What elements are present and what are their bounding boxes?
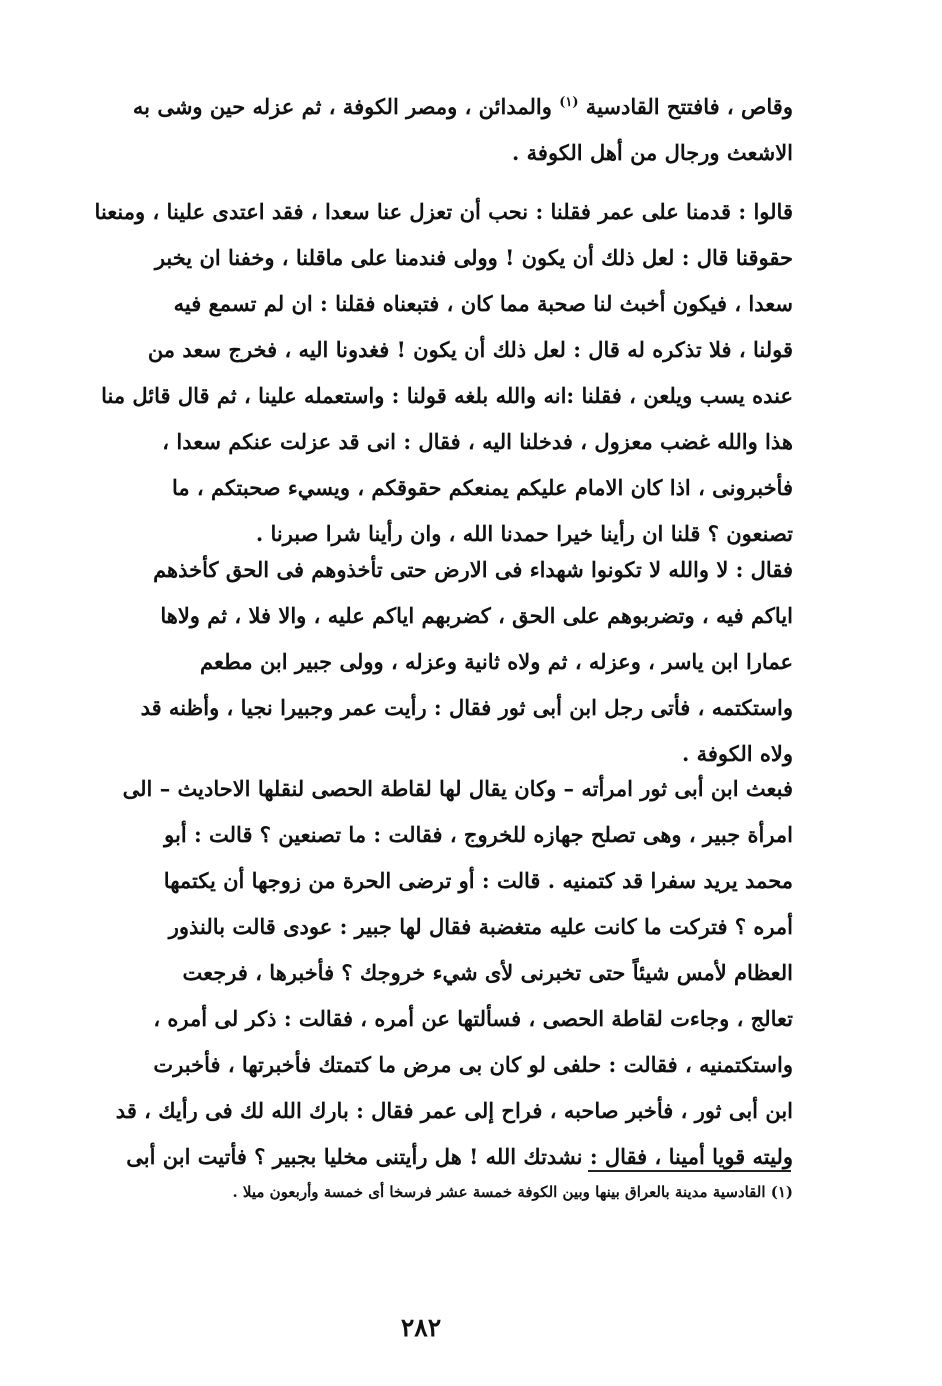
text-line: تصنعون ؟ قلنا ان رأينا خيرا حمدنا الله ، وان رأينا شرا صبرنا . bbox=[255, 521, 793, 546]
text-line: فأخبرونى ، اذا كان الامام عليكم يمنعكم حقوقكم ، ويسيء صحبتكم ، ما bbox=[171, 475, 793, 500]
text-line: اياكم فيه ، وتضربوهم على الحق ، كضربهم اياكم عليه ، والا فلا ، ثم ولاها bbox=[160, 603, 793, 628]
text-line: امرأة جبير ، وهى تصلح جهازه للخروج ، فقالت : ما تصنعين ؟ قالت : أبو bbox=[164, 822, 793, 847]
text-line: وليته قويا أمينا ، فقال : نشدتك الله ! هل رأيتنى مخليا بجبير ؟ فأتيت ابن أبى bbox=[126, 1144, 793, 1169]
text-line bbox=[90, 84, 793, 130]
text-segment: وقاص ، فافتتح القادسية bbox=[578, 94, 793, 119]
paragraph-4 bbox=[90, 766, 793, 1180]
text-line: قولنا ، فلا تذكره له قال : لعل ذلك أن يكون ! فغدونا اليه ، فخرج سعد من bbox=[147, 337, 793, 362]
text-line: أمره ؟ فتركت ما كانت عليه متغضبة فقال لها جبير : عودى قالت بالنذور bbox=[168, 914, 793, 939]
text-line: حقوقنا قال : لعل ذلك أن يكون ! وولى فندمنا على ماقلنا ، وخفنا ان يخبر bbox=[154, 245, 793, 270]
text-line: ولاه الكوفة . bbox=[681, 741, 793, 766]
footnote-separator bbox=[588, 1170, 791, 1172]
text-line: عمارا ابن ياسر ، وعزله ، ثم ولاه ثانية وعزله ، وولى جبير ابن مطعم bbox=[200, 649, 793, 674]
footnote-marker[interactable]: (١) bbox=[559, 95, 579, 110]
paragraph-3 bbox=[90, 547, 793, 777]
text-line: العظام لأمس شيئاً حتى تخبرنى لأى شيء خروجك ؟ فأخبرها ، فرجعت bbox=[182, 960, 793, 985]
text-line: هذا والله غضب معزول ، فدخلنا اليه ، فقال : انى قد عزلت عنكم سعدا ، bbox=[162, 429, 793, 454]
text-line: قالوا : قدمنا على عمر فقلنا : نحب أن تعزل عنا سعدا ، فقد اعتدى علينا ، ومنعنا bbox=[94, 199, 793, 224]
text-line: سعدا ، فيكون أخبث لنا صحبة مما كان ، فتبعناه فقلنا : ان لم تسمع فيه bbox=[173, 291, 793, 316]
text-line: فبعث ابن أبى ثور امرأته – وكان يقال لها لقاطة الحصى لنقلها الاحاديث – الى bbox=[122, 776, 793, 801]
text-line: واستكتمنيه ، فقالت : حلفى لو كان بى مرض ما كتمتك فأخبرتها ، فأخبرت bbox=[153, 1052, 793, 1077]
paragraph-1 bbox=[90, 84, 793, 176]
paragraph-2 bbox=[90, 189, 793, 557]
text-line: تعالج ، وجاءت لقاطة الحصى ، فسألتها عن أمره ، فقالت : ذكر لى أمره ، bbox=[153, 1006, 793, 1031]
text-line: واستكتمه ، فأتى رجل ابن أبى ثور فقال : رأيت عمر وجبيرا نجيا ، وأظنه قد bbox=[140, 695, 793, 720]
page-number: ٢٨٢ bbox=[400, 1313, 442, 1342]
text-line: فقال : لا والله لا تكونوا شهداء فى الارض حتى تأخذوهم فى الحق كأخذهم bbox=[153, 557, 793, 582]
text-segment: والمدائن ، ومصر الكوفة ، ثم عزله حين وشى به bbox=[132, 94, 560, 119]
text-line: عنده يسب ويلعن ، فقلنا :انه والله بلغه قولنا : واستعمله علينا ، ثم قال قائل منا bbox=[101, 383, 793, 408]
text-line: الاشعث ورجال من أهل الكوفة . bbox=[512, 140, 793, 165]
text-line: محمد يريد سفرا قد كتمنيه . قالت : أو ترضى الحرة من زوجها أن يكتمها bbox=[163, 868, 793, 893]
footnote: (١) القادسية مدينة بالعراق بينها وبين الكوفة خمسة عشر فرسخا أى خمسة وأربعون ميلا . bbox=[232, 1183, 793, 1201]
text-line: ابن أبى ثور ، فأخبر صاحبه ، فراح إلى عمر فقال : بارك الله لك فى رأيك ، قد bbox=[115, 1098, 793, 1123]
